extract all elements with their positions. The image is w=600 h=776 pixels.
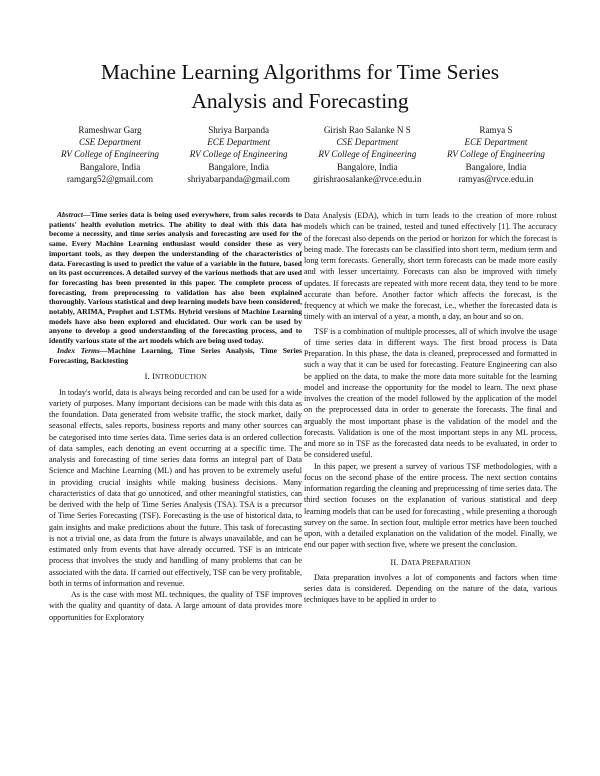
intro-paragraph-2: As is the case with most ML techniques, the quality of TSF improves with the quality and quantity of data. A large amount of data provides more opportunities for Exploratory [49,590,302,622]
abstract-text: —Time series data is being used everywhere, from sales records to patients' health evolution metrics. The ability to deal with this data has become a necessity, and time series analysis and forecasting are used for the same. Every Machine Learning enthusiast would consider these as very important tools, as they deepen the understanding of the characteristics of data. Forecasting is used to predict the value of a variable in the future, based on its past occurrences. A detailed survey of the various methods that are used for forecasting has been presented in this paper. The complete process of forecasting, from preprocessing to validation has also been explained thoroughly. Various statistical and deep learning models have been considered, notably, ARIMA, Prophet and LSTMs. Hybrid versions of Machine Learning models have also been explored and elucidated. Our work can be used by anyone to develop a good understanding of the forecasting process, and to identify various state of the art models which are being used today. [49,210,302,346]
author-dept: ECE Department [207,137,271,148]
section-number: I. [144,372,153,382]
author-city: Bangalore, India [79,161,141,172]
author-city: Bangalore, India [337,161,398,172]
section-initial: I [152,372,156,382]
author-4 [434,124,558,185]
index-terms [49,346,302,365]
title-line-1: Machine Learning Algorithms for Time Series [100,60,500,84]
left-column [49,210,302,623]
right-paragraph-4: Data preparation involves a lot of components and factors when time series data is considered. Depending on the nature of the data, various techniques have to be applied in order to [304,572,557,605]
author-college: RV College of Engineering [189,149,288,160]
section-smallcaps: REPARATION [426,559,471,567]
author-name: Ramya S [479,125,513,135]
author-2 [177,124,301,185]
author-city: Bangalore, India [465,161,527,172]
section-initial: P [422,557,427,567]
author-dept: CSE Department [336,137,399,148]
index-terms-text: —Machine Learning, Time Series Analysis, Time Series Forecasting, Backtesting [49,345,302,365]
author-name: Girish Rao Salanke N S [323,125,411,135]
author-college: RV College of Engineering [447,149,545,160]
author-3 [305,124,429,185]
author-dept: CSE Department [79,137,141,148]
right-paragraph-3: In this paper, we present a survey of various TSF methodologies, with a focus on the second phase of the entire process. The next section contains information regarding the cleaning and preprocessing of time series data. The third section focuses on the explanation of various statistical and deep learning models that can be used for forecasting , while presenting a thorough survey on the same. In section four, multiple error metrics have been touched upon, with a detailed explanation on the validation of the model. Finally, we end our paper with section five, where we present the conclusion. [304,461,557,550]
abstract-label: Abstract [57,210,83,219]
author-email: girishraosalanke@rvce.edu.in [313,173,422,184]
section-smallcaps: NTRODUCTION [155,374,207,382]
paper-title [40,58,560,116]
author-name: Shriya Barpanda [208,125,270,135]
intro-paragraph-1: In today's world, data is always being recorded and can be used for a wide variety of purposes. Many important decisions can be made with this data as the foundation. Data generated from website traffic, the stock market, daily seasonal effects, sales reports, business reports and many other sources can be categorised into time series data. Time series data is an ordered collection of data samples, each denoting an event occurring at a specific time. The analysis and forecasting of time series data forms an integral part of Data Science and Machine Learning (ML) and has proven to be extremely useful in providing crucial insights while making business decisions. Many characteristics of data that go unnoticed, and other meaningful statistics, can be derived with the help of Time Series Analysis (TSA). TSA is a precursor of Time Series Forecasting (TSF). Forecasting is the use of historical data, to gain insights and make predictions about the future. This task of forecasting is not a trivial one, as data from the future is always unavailable, and can be estimated only from events that have already occurred. TSF is an intricate process that involves the study and handling of many problems that can be associated with the data. If carried out effectively, TSF can be very profitable, both in terms of information and revenue. [49,387,302,588]
author-email: shriyabarpanda@gmail.com [187,173,290,184]
section-smallcaps: ATA [407,559,423,567]
author-1 [48,124,172,185]
title-line-2: Analysis and Forecasting [191,89,409,113]
abstract [49,210,302,346]
author-city: Bangalore, India [208,161,269,172]
right-column [304,210,557,606]
right-paragraph-1: Data Analysis (EDA), which in turn leads to the creation of more robust models which can be trained, tested and tuned effectively [1]. The accuracy of the forecast also depends on the period or horizon for which the forecast is being made. The forecasts can be classified into short term, medium term and long term forecasts. Generally, short term forecasts can be made more easily and with lesser uncertainty. Forecasts can also be improved with timely updates. If forecasts are repeated with more recent data, they tend to be more accurate than before. Another factor which affects the forecast, is the frequency at which we make the forecast, i.e., whether the forecasted data is timely with an interval of a year, a month, a day, an hour and so on. [304,211,557,322]
author-dept: ECE Department [464,137,528,148]
section-heading-data-preparation [304,557,557,569]
author-name: Rameshwar Garg [78,125,142,135]
section-initial: D [401,557,408,567]
section-heading-introduction [49,371,302,383]
author-block [48,124,558,185]
author-email: ramgarg52@gmail.com [66,173,154,184]
right-paragraph-2: TSF is a combination of multiple processes, all of which involve the usage of time series data in different ways. The first broad process is Data Preparation. In this phase, the data is cleaned, preprocessed and formatted in such a way that it can be used for forecasting. Feature Engineering can also be applied on the data, to make the more data more suitable for the learning model and increase the opportunity for the model to learn. The next phase involves the creation of the model followed by the application of the model on the preprocessed data in order to generate the forecasts. The final and arguably the most important phase is the validation of the model and the forecasts. Validation is one of the most important steps in any ML process, and more so in TSF as the forecasted data needs to be evaluated, in order to be considered useful. [304,326,557,460]
author-college: RV College of Engineering [61,149,159,160]
index-terms-label: Index Terms [57,345,100,355]
author-college: RV College of Engineering [318,149,417,160]
author-email: ramyas@rvce.edu.in [458,173,534,184]
section-number: II. [390,557,401,567]
